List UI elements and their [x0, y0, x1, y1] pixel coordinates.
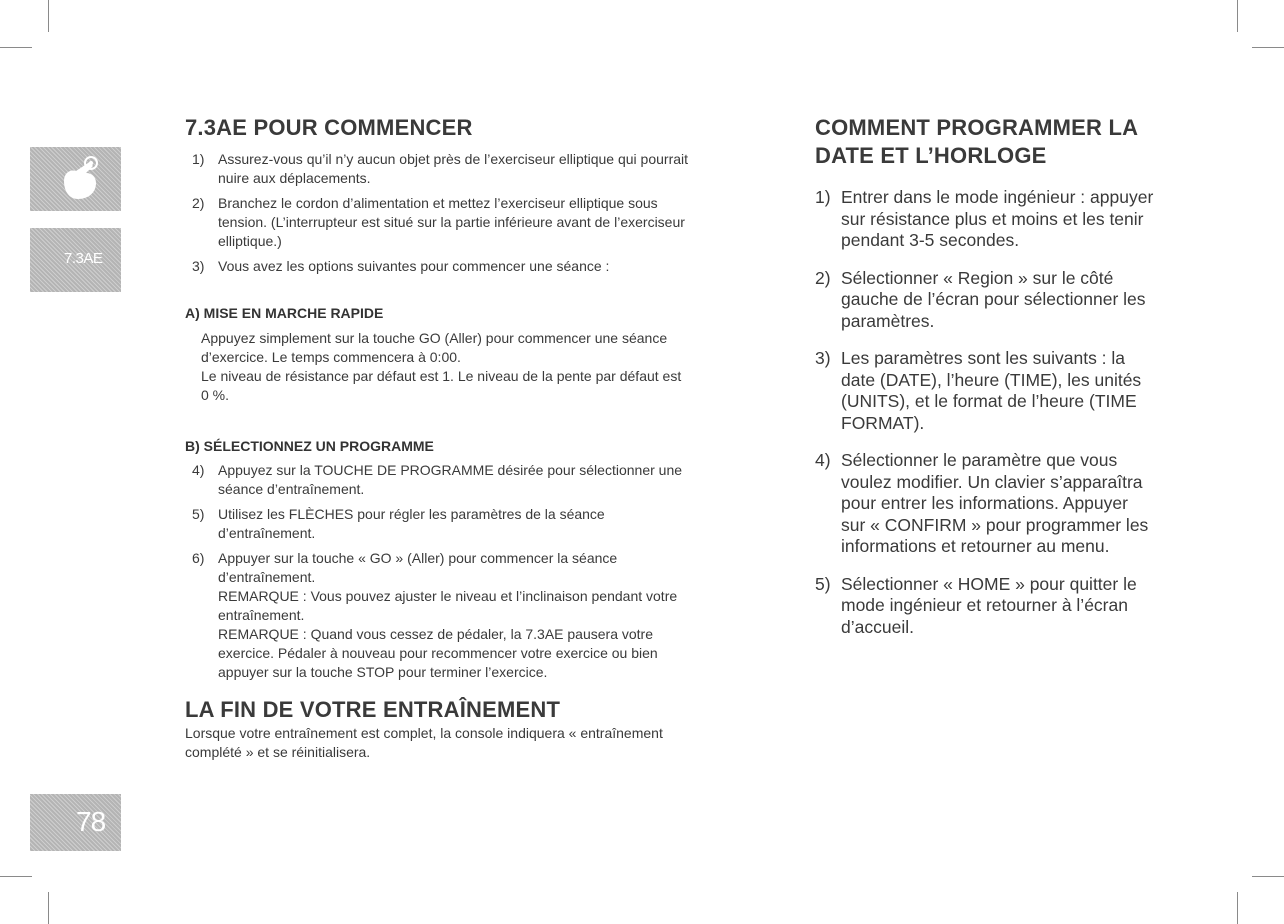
crop-mark [0, 876, 32, 877]
list-item: 4) Sélectionner le paramètre que vous voulez modifier. Un clavier s’apparaîtra pour entrer les informations. Appuyer sur « CONFIRM » pour programmer les informations et retourner au menu. [815, 450, 1149, 556]
section-title-date-clock: COMMENT PROGRAMMER LA DATE ET L’HORLOGE [815, 115, 1139, 168]
crop-mark [0, 47, 32, 48]
list-item: 5) Utilisez les FLÈCHES pour régler les paramètres de la séance d’entraînement. [192, 506, 605, 541]
model-label: 7.3AE [64, 250, 103, 267]
subsection-title-quick-start: A) MISE EN MARCHE RAPIDE [185, 305, 384, 321]
page-number-tab [30, 794, 121, 851]
list-item: 3) Les paramètres sont les suivants : la date (DATE), l’heure (TIME), les unités (UNITS), et le format de l’heure (TIME FORMAT). [815, 348, 1142, 433]
crop-mark [48, 892, 49, 924]
list-item: 1) Entrer dans le mode ingénieur : appuyer sur résistance plus et moins et les tenir pendant 3-5 secondes. [815, 187, 1154, 250]
list-item: 4) Appuyez sur la TOUCHE DE PROGRAMME désirée pour sélectionner une séance d’entraînement. [192, 462, 683, 497]
date-clock-steps [815, 187, 1175, 638]
left-column [175, 114, 775, 762]
list-item: 2) Branchez le cordon d’alimentation et mettez l’exerciseur elliptique sous tension. (L’interrupteur est situé sur la partie inférieure avant de l’exerciseur elliptique.) [192, 195, 685, 249]
subsection-title-select-program: B) SÉLECTIONNEZ UN PROGRAMME [185, 438, 434, 454]
list-item: 6) Appuyer sur la touche « GO » (Aller) pour commencer la séance d’entraînement. REMARQUE : Vous pouvez ajuster le niveau et l’inclinaison pendant votre entraînement. REMARQUE : Quand vous cessez de pédaler, la 7.3AE pausera votre exercice. Pédaler à nouveau pour recommencer votre exercice ou bien appuyer sur la touche STOP pour terminer l’exercice. [192, 550, 678, 680]
getting-started-steps [175, 150, 775, 276]
model-tab [30, 228, 121, 292]
list-item: 2) Sélectionner « Region » sur le côté gauche de l’écran pour sélectionner les paramètres. [815, 267, 1146, 331]
page-number: 78 [76, 806, 106, 837]
crop-mark [1252, 876, 1284, 877]
list-item: 1) Assurez-vous qu’il n’y aucun objet près de l’exerciseur elliptique qui pourrait nuire aux déplacements. [192, 151, 689, 186]
section-title-getting-started: 7.3AE POUR COMMENCER [185, 115, 473, 140]
list-item: 5) Sélectionner « HOME » pour quitter le mode ingénieur et retourner à l’écran d’accueil. [815, 573, 1137, 637]
end-of-workout-paragraph: Lorsque votre entraînement est complet, la console indiquera « entraînement complété » et se réinitialisera. [185, 725, 663, 760]
select-program-steps [175, 461, 775, 682]
crop-mark [48, 0, 49, 32]
list-item: 3) Vous avez les options suivantes pour commencer une séance : [192, 258, 610, 274]
crop-mark [1252, 47, 1284, 48]
right-column [815, 114, 1175, 654]
quick-start-paragraph: Appuyez simplement sur la touche GO (Aller) pour commencer une séance d’exercice. Le temps commencera à 0:00. Le niveau de résistance par défaut est 1. Le niveau de la pente par défaut est 0 %. [201, 330, 682, 403]
section-icon-tab [30, 147, 121, 211]
crop-mark [1237, 892, 1238, 924]
section-title-end-of-workout: LA FIN DE VOTRE ENTRAÎNEMENT [185, 697, 561, 722]
crop-mark [1237, 0, 1238, 32]
touch-hand-icon [58, 155, 102, 201]
